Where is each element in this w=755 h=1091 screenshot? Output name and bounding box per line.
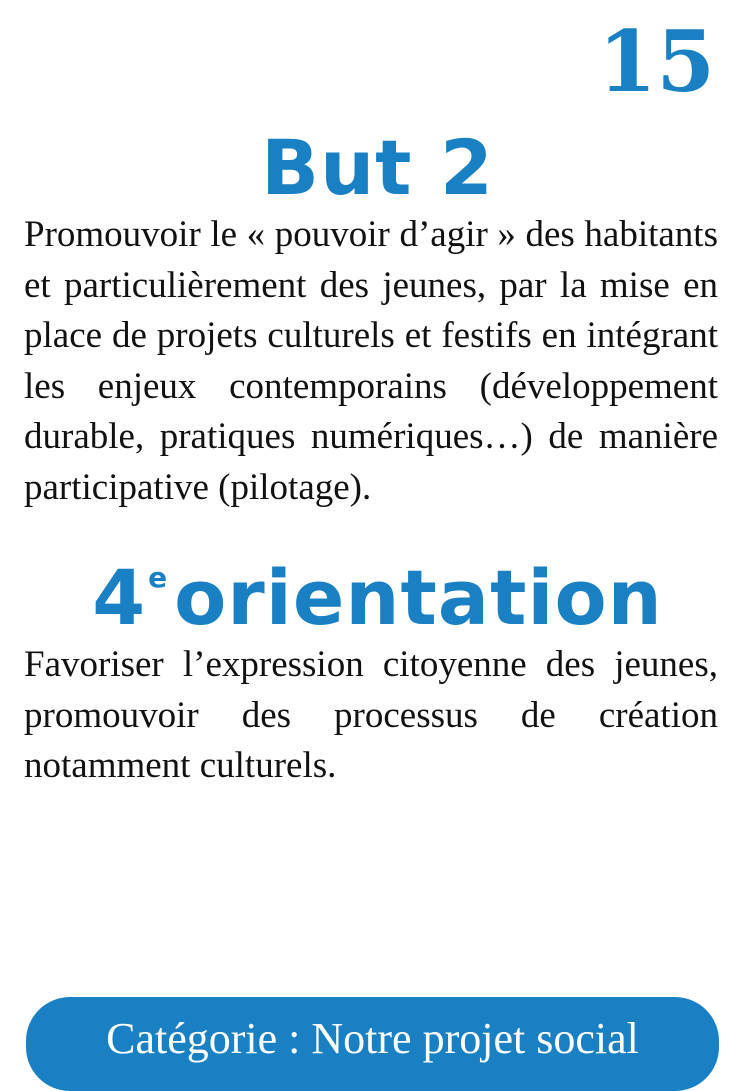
orientation-number: 4 xyxy=(92,553,147,642)
page-number: 15 xyxy=(598,12,715,111)
section-body-but: Promouvoir le « pouvoir d’agir » des habitants et particulièrement des jeunes, par la mise en place de projets culturels et festifs en intégrant les enjeux contemporains (développement durable, pratiques numériques…) de manière participative (pilotage). xyxy=(24,214,718,508)
orientation-word: orientation xyxy=(174,553,663,642)
section-body-orientation: Favoriser l’expression citoyenne des jeunes, promouvoir des processus de création notamment culturels. xyxy=(24,644,718,786)
section-heading-orientation xyxy=(0,553,755,642)
section-heading-but: But 2 xyxy=(261,123,494,212)
orientation-superscript: e xyxy=(148,561,169,594)
category-banner xyxy=(26,997,719,1091)
category-label: Catégorie : Notre projet social xyxy=(106,1014,639,1063)
